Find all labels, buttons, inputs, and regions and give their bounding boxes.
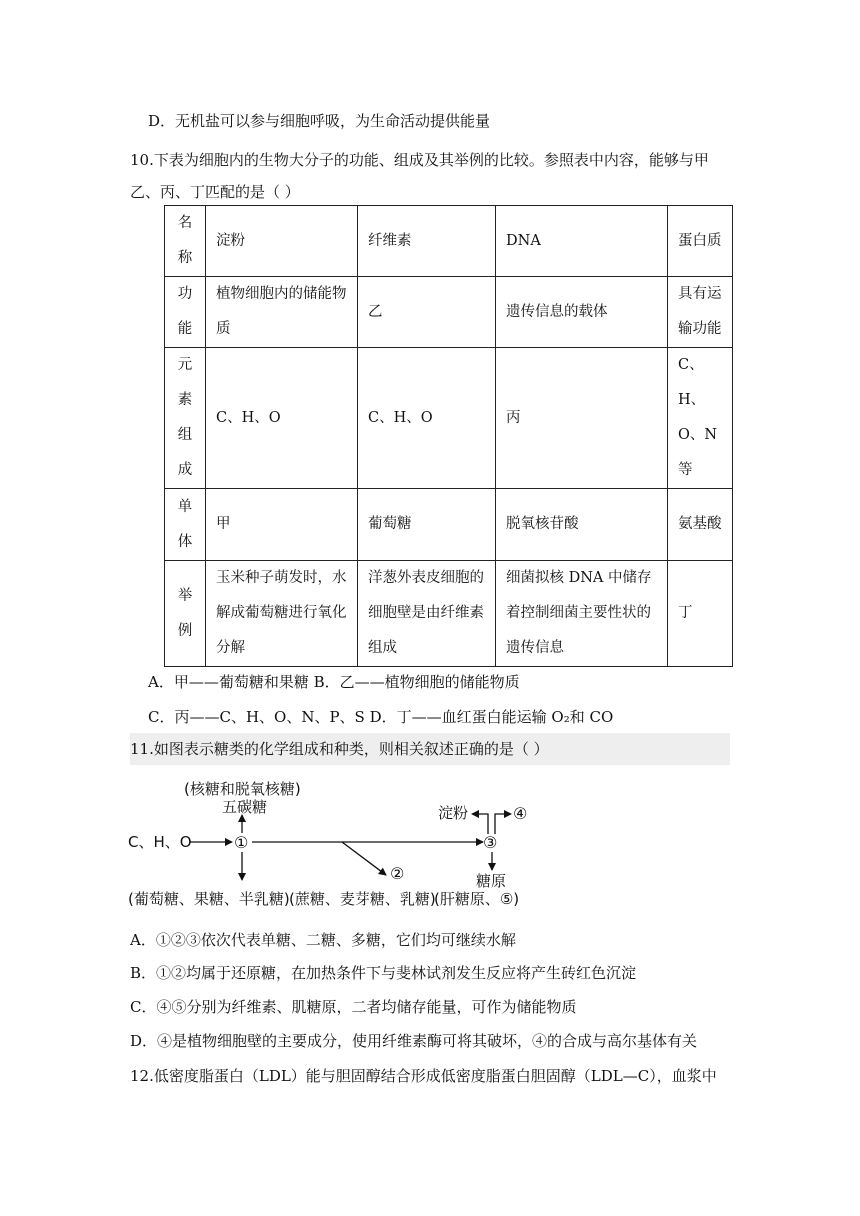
table-cell: 遗传信息的载体 [496, 277, 668, 348]
table-cell: 洋葱外表皮细胞的细胞壁是由纤维素组成 [358, 561, 496, 667]
arrow-3-to-starch [472, 814, 488, 834]
source-elements-label: C、H、O [128, 833, 192, 851]
q10-stem-line2: 乙、丙、丁匹配的是（ ） [130, 183, 300, 201]
node-2-label: ② [390, 864, 405, 883]
node-1-label: ① [234, 833, 249, 852]
row-label-elements: 元素组成 [165, 348, 206, 489]
table-cell: 丁 [668, 561, 733, 667]
glycogen-label: 糖原 [476, 872, 507, 890]
node-3-label: ③ [483, 833, 498, 852]
table-cell: 玉米种子萌发时，水解成葡萄糖进行氧化分解 [206, 561, 358, 667]
q11-option-c: C．④⑤分别为纤维素、肌糖原，二者均储存能量，可作为储能物质 [130, 998, 577, 1016]
q11-option-d: D．④是植物细胞壁的主要成分，使用纤维素酶可将其破坏，④的合成与高尔基体有关 [130, 1032, 698, 1050]
table-cell: C、H、O [206, 348, 358, 489]
row-label-monomer: 单体 [165, 489, 206, 561]
arrow-to-2 [342, 842, 386, 875]
table-cell: 具有运输功能 [668, 277, 733, 348]
table-row [165, 206, 733, 277]
q11-stem: 11.如图表示糖类的化学组成和种类，则相关叙述正确的是（ ） [130, 740, 549, 758]
row-label-name: 名称 [165, 206, 206, 277]
disaccharide-examples-label: (蔗糖、麦芽糖、乳糖) [289, 890, 436, 908]
arrow-3-to-4 [495, 814, 511, 834]
table-cell: 甲 [206, 489, 358, 561]
q10-stem-line1: 10.下表为细胞内的生物大分子的功能、组成及其举例的比较。参照表中内容，能够与甲 [130, 151, 709, 169]
table-row [165, 348, 733, 489]
comparison-table [164, 205, 733, 667]
glycogen-examples-label: (肝糖原、⑤) [434, 890, 520, 908]
table-cell: C、H、O [358, 348, 496, 489]
table-cell: 纤维素 [358, 206, 496, 277]
q10-options-line1: A．甲——葡萄糖和果糖 B．乙——植物细胞的储能物质 [148, 673, 520, 691]
table-cell: C、H、O、N 等 [668, 348, 733, 489]
table-cell: 蛋白质 [668, 206, 733, 277]
table-cell: 脱氧核苷酸 [496, 489, 668, 561]
table-cell: 氨基酸 [668, 489, 733, 561]
row-label-function: 功能 [165, 277, 206, 348]
q11-option-b: B．①②均属于还原糖，在加热条件下与斐林试剂发生反应将产生砖红色沉淀 [130, 964, 637, 982]
pentose-label: 五碳糖 [222, 798, 268, 816]
table-cell: 细菌拟核 DNA 中储存着控制细菌主要性状的遗传信息 [496, 561, 668, 667]
table-cell: 淀粉 [206, 206, 358, 277]
node-4-label: ④ [513, 804, 528, 823]
q12-stem: 12.低密度脂蛋白（LDL）能与胆固醇结合形成低密度脂蛋白胆固醇（LDL—C），血浆中 [130, 1067, 717, 1085]
row-label-example: 举例 [165, 561, 206, 667]
table-row [165, 561, 733, 667]
table-cell: 乙 [358, 277, 496, 348]
pentose-examples-label: (核糖和脱氧核糖) [184, 780, 301, 798]
sugar-diagram [128, 772, 548, 914]
table-cell: DNA [496, 206, 668, 277]
table-cell: 植物细胞内的储能物质 [206, 277, 358, 348]
table-cell: 丙 [496, 348, 668, 489]
table-row [165, 489, 733, 561]
starch-label: 淀粉 [438, 804, 469, 822]
q9-option-d: D．无机盐可以参与细胞呼吸，为生命活动提供能量 [148, 112, 491, 130]
table-cell: 葡萄糖 [358, 489, 496, 561]
q11-option-a: A．①②③依次代表单糖、二糖、多糖，它们均可继续水解 [130, 931, 516, 949]
table-row [165, 277, 733, 348]
monosaccharide-examples-label: (葡萄糖、果糖、半乳糖) [128, 890, 290, 908]
q10-options-line2: C．丙——C、H、O、N、P、S D．丁——血红蛋白能运输 O₂和 CO [148, 708, 614, 726]
